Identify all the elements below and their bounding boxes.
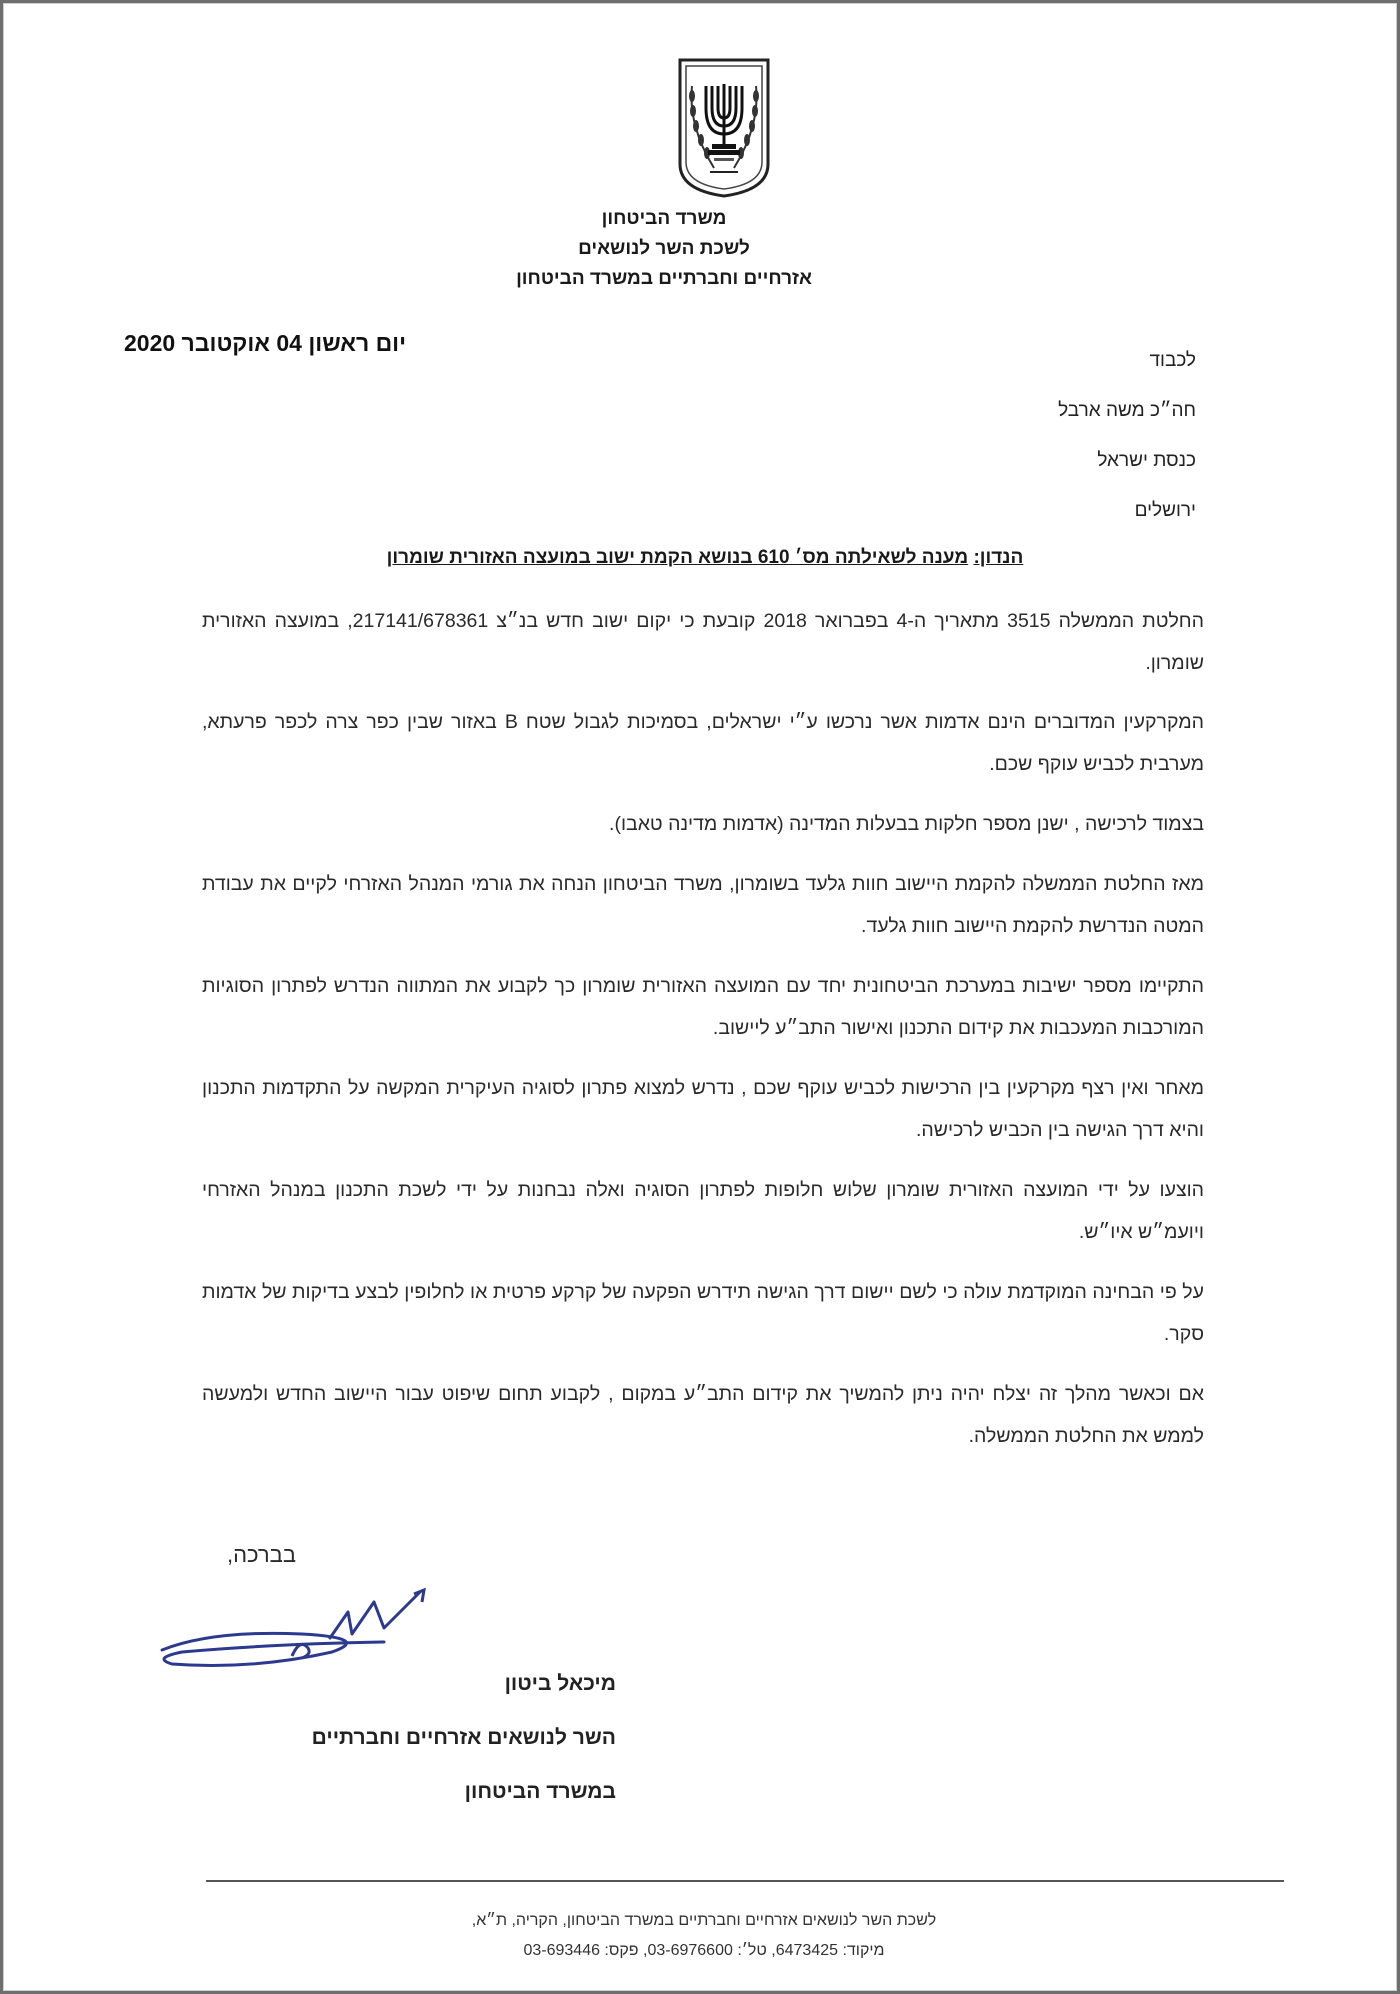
header-office: לשכת השר לנושאים <box>578 238 750 259</box>
letter-date: יום ראשון 04 אוקטובר 2020 <box>124 330 407 356</box>
header-office-sub: אזרחיים וחברתיים במשרד הביטחון <box>516 268 812 289</box>
signer-name: מיכאל ביטון <box>504 1672 616 1695</box>
address-line: לכבוד <box>1149 350 1196 371</box>
handwritten-signature <box>152 1578 452 1678</box>
body-paragraph: מאחר ואין רצף מקרקעין בין הרכישות לכביש עוקף שכם , נדרש למצוא פתרון לסוגיה העיקרית המקשה על התקדמות התכנון והיא דרך הגישה בין הכביש לרכישה. <box>202 1077 1204 1141</box>
footer-divider <box>206 1880 1284 1882</box>
body-paragraph: הוצעו על ידי המועצה האזורית שומרון שלוש חלופות לפתרון הסוגיה ואלה נבחנות על ידי לשכת התכנון במנהל האזרחי ויועמ״ש איו״ש. <box>202 1179 1204 1243</box>
footer-contact: מיקוד: 6473425, טל׳: 03-6976600, פקס: 03-693446 <box>523 1942 885 1959</box>
footer-address: לשכת השר לנושאים אזרחיים וחברתיים במשרד הביטחון, הקריה, ת״א, <box>471 1912 937 1929</box>
address-line: ירושלים <box>1134 500 1196 521</box>
body-paragraph: אם וכאשר מהלך זה יצלח יהיה ניתן להמשיך את קידום התב״ע במקום , לקבוע תחום שיפוט עבור היישוב החדש ולמעשה לממש את החלטת הממשלה. <box>202 1383 1204 1447</box>
document-page <box>3 3 1397 1991</box>
address-line: כנסת ישראל <box>1097 450 1196 471</box>
closing-greeting: בברכה, <box>226 1542 296 1567</box>
signer-title-office: במשרד הביטחון <box>464 1780 616 1803</box>
body-paragraph: התקיימו מספר ישיבות במערכת הביטחונית יחד עם המועצה האזורית שומרון כך לקבוע את המתווה הנדרש לפתרון הסוגיות המורכבות המעכבות את קידום התכנון ואישור התב״ע ליישוב. <box>202 975 1204 1039</box>
header-ministry: משרד הביטחון <box>601 208 727 229</box>
body-paragraph: על פי הבחינה המוקדמת עולה כי לשם יישום דרך הגישה תידרש הפקעה של קרקע פרטית או לחלופין לבצע בדיקות של אדמות סקר. <box>202 1281 1204 1345</box>
address-line: חה״כ משה ארבל <box>1058 400 1196 421</box>
body-paragraph: בצמוד לרכישה , ישנן מספר חלקות בבעלות המדינה (אדמות מדינה טאבו). <box>609 813 1204 835</box>
signer-title: השר לנושאים אזרחיים וחברתיים <box>311 1726 616 1749</box>
menorah-emblem-icon <box>674 56 774 198</box>
subject-text: מענה לשאילתה מס׳ 610 בנושא הקמת ישוב במועצה האזורית שומרון <box>386 547 969 568</box>
body-paragraph: המקרקעין המדוברים הינם אדמות אשר נרכשו ע״י ישראלים, בסמיכות לגבול שטח B באזור שבין כפר צרה לכפר פרעתא, מערבית לכביש עוקף שכם. <box>202 711 1205 775</box>
subject-label: הנדון: <box>973 547 1024 568</box>
body-paragraph: החלטת הממשלה 3515 מתאריך ה-4 בפברואר 2018 קובעת כי יקום ישוב חדש בנ״צ 217141/678361, במועצה האזורית שומרון. <box>202 610 1204 674</box>
body-paragraph: מאז החלטת הממשלה להקמת היישוב חוות גלעד בשומרון, משרד הביטחון הנחה את גורמי המנהל האזרחי לקיים את עבודת המטה הנדרשת להקמת היישוב חוות גלעד. <box>202 873 1204 937</box>
subject-line <box>304 547 1106 569</box>
